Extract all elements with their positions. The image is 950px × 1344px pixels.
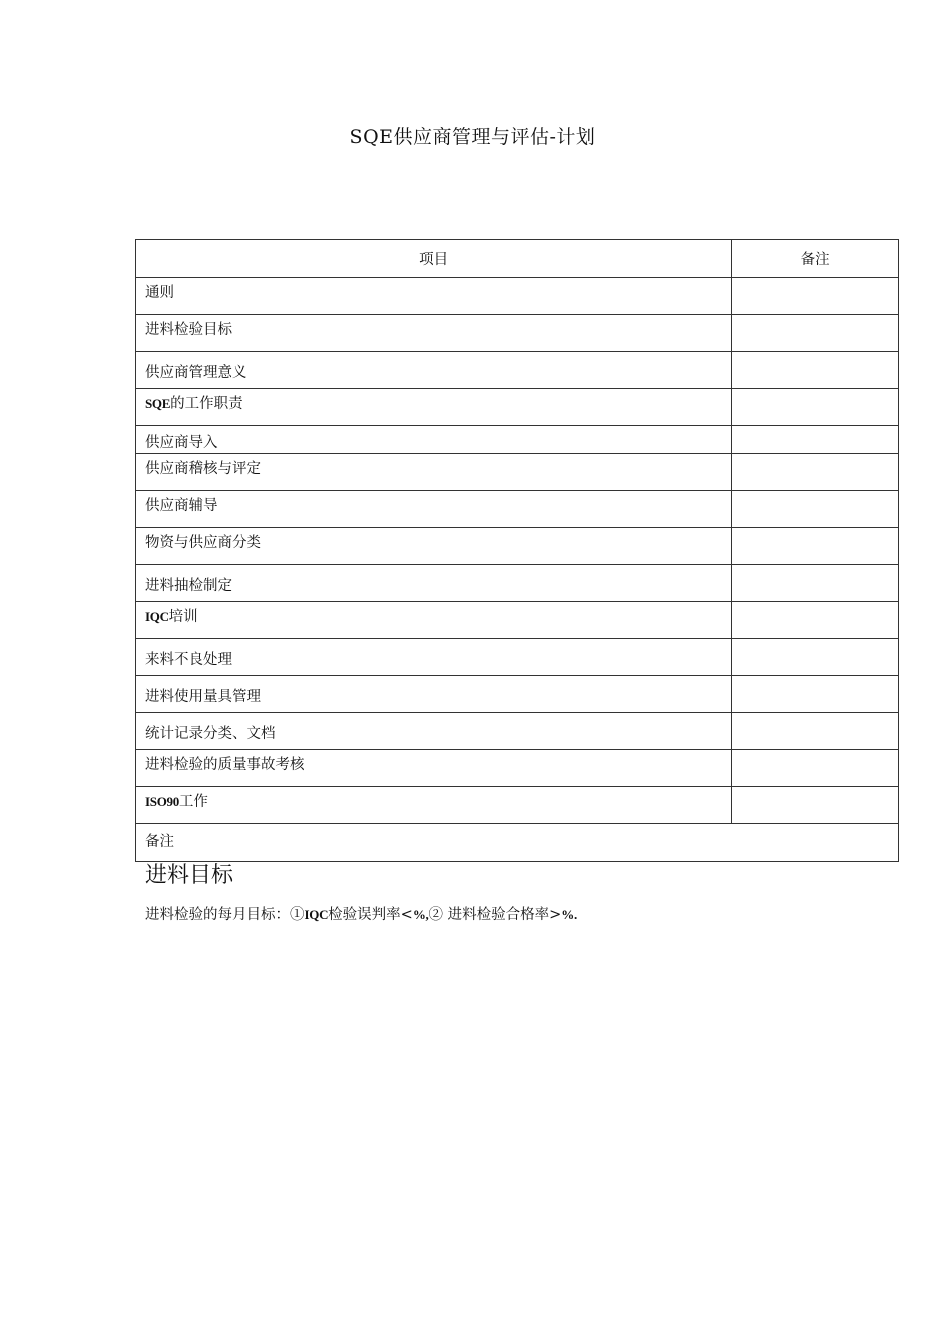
- row-item: [136, 565, 732, 602]
- plan-table: [135, 239, 899, 862]
- row-note: [732, 713, 899, 750]
- row-note: [732, 278, 899, 315]
- table-row: [136, 528, 899, 565]
- row-note: [732, 787, 899, 824]
- row-note: [732, 750, 899, 787]
- row-label: 供应商管理意义: [145, 365, 247, 381]
- row-item: [136, 454, 732, 491]
- header-item: 项目: [136, 240, 732, 278]
- row-label: 进料使用量具管理: [145, 689, 261, 705]
- table-row: [136, 278, 899, 315]
- row-item: [136, 602, 732, 639]
- row-prefix: ISO90: [145, 794, 179, 809]
- row-label: 供应商稽核与评定: [145, 461, 261, 477]
- footer-note-cell: 备注: [136, 824, 899, 862]
- row-item: [136, 528, 732, 565]
- row-item: [136, 750, 732, 787]
- row-label: 供应商辅导: [145, 498, 218, 514]
- row-label: 物资与供应商分类: [145, 535, 261, 551]
- row-prefix: SQE: [145, 396, 171, 411]
- monthly-target-text: [145, 903, 577, 924]
- row-label: 培训: [168, 609, 198, 625]
- row-item: [136, 787, 732, 824]
- row-label: 进料检验目标: [145, 322, 232, 338]
- row-item: [136, 389, 732, 426]
- row-item: [136, 352, 732, 389]
- row-note: [732, 602, 899, 639]
- row-item: [136, 315, 732, 352]
- row-note: [732, 454, 899, 491]
- target-text-part3: ② 进料检验合格率>: [428, 907, 562, 923]
- row-item: [136, 278, 732, 315]
- table-row: [136, 565, 899, 602]
- row-item: [136, 426, 732, 454]
- table-row: [136, 426, 899, 454]
- row-note: [732, 676, 899, 713]
- table-row: [136, 352, 899, 389]
- target-text-bold3: %.: [561, 907, 577, 922]
- row-label: 通则: [145, 285, 174, 301]
- target-text-part2: 检验误判率<: [328, 907, 413, 923]
- target-text-bold2: %,: [412, 907, 429, 922]
- row-item: [136, 676, 732, 713]
- target-text-part1: 进料检验的每月目标：①: [145, 907, 305, 923]
- target-text-bold1: IQC: [304, 907, 329, 922]
- row-label: 进料检验的质量事故考核: [145, 757, 305, 773]
- table-header-row: [136, 240, 899, 278]
- row-note: [732, 639, 899, 676]
- table-row: [136, 454, 899, 491]
- row-item: [136, 713, 732, 750]
- row-item: [136, 491, 732, 528]
- table-row: [136, 676, 899, 713]
- table-row: [136, 639, 899, 676]
- table-row: [136, 389, 899, 426]
- row-note: [732, 426, 899, 454]
- row-note: [732, 491, 899, 528]
- header-note: 备注: [732, 240, 899, 278]
- section-heading: 进料目标: [145, 863, 234, 888]
- table-row: [136, 787, 899, 824]
- row-label: 统计记录分类、文档: [145, 726, 276, 742]
- row-note: [732, 565, 899, 602]
- row-prefix: IQC: [145, 609, 169, 624]
- row-note: [732, 315, 899, 352]
- row-item: [136, 639, 732, 676]
- row-label: 供应商导入: [145, 435, 218, 451]
- row-note: [732, 528, 899, 565]
- table-footer-row: [136, 824, 899, 862]
- row-label: 工作: [178, 794, 208, 810]
- row-note: [732, 389, 899, 426]
- row-label: 来料不良处理: [145, 652, 232, 668]
- row-note: [732, 352, 899, 389]
- table-row: [136, 602, 899, 639]
- row-label: 进料抽检制定: [145, 578, 232, 594]
- table-row: [136, 713, 899, 750]
- table-row: [136, 315, 899, 352]
- table-row: [136, 750, 899, 787]
- row-label: 的工作职责: [170, 396, 243, 412]
- table-row: [136, 491, 899, 528]
- document-title: SQE供应商管理与评估-计划: [349, 126, 596, 148]
